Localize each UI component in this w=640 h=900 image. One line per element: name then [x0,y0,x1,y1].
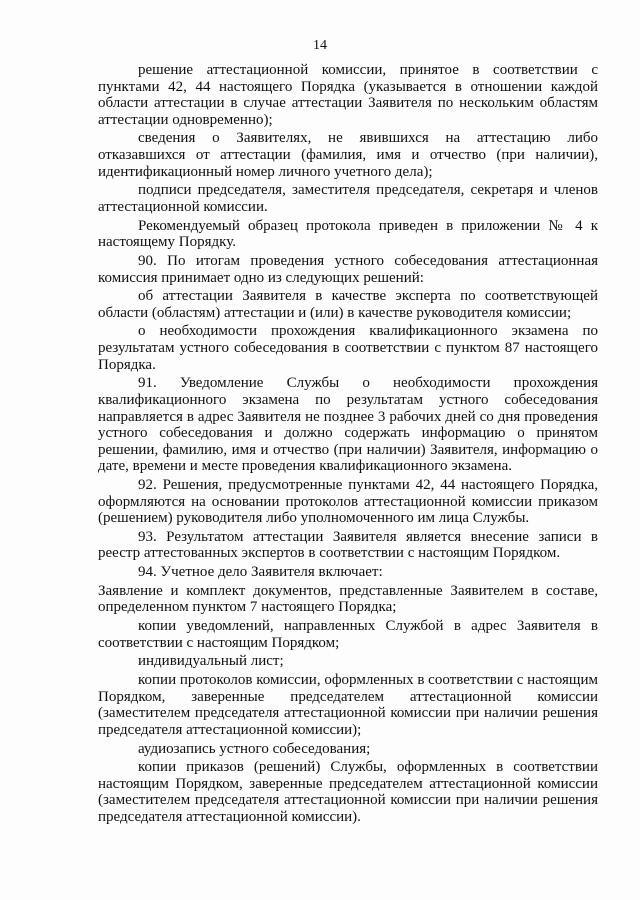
paragraph: аудиозапись устного собеседования; [138,740,371,757]
paragraph: сведения о Заявителях, не явившихся на аттестацию либо отказавшихся от аттестации (фамилия, имя и отчество (при наличии), идентификационный номер личного учетного дела); [98,130,598,180]
document-body [98,62,598,828]
paragraph: 92. Решения, предусмотренные пунктами 42, 44 настоящего Порядка, оформляются на основании протоколов аттестационной комиссии приказом (решением) руководителя либо уполномоченного им лица Службы. [98,477,598,527]
paragraph: копии протоколов комиссии, оформленных в соответствии с настоящим Порядком, заверенные председателем аттестационной комиссии (заместителем председателя аттестационной комиссии при наличии решения председателя аттестационной комиссии); [98,672,598,738]
paragraph: копии уведомлений, направленных Службой в адрес Заявителя в соответствии с настоящим Порядком; [98,618,598,651]
paragraph: 91. Уведомление Службы о необходимости прохождения квалификационного экзамена по результатам устного собеседования направляется в адрес Заявителя не позднее 3 рабочих дней со дня проведения устного собеседования и должно содержать информацию о принятом решении, фамилию, имя и отчество (при наличии) Заявителя, информацию о дате, времени и месте проведения квалификационного экзамена. [98,375,598,475]
paragraph: подписи председателя, заместителя председателя, секретаря и членов аттестационной комиссии. [98,182,598,215]
paragraph: об аттестации Заявителя в качестве эксперта по соответствующей области (областям) аттестации и (или) в качестве руководителя комиссии; [98,288,598,321]
paragraph: 90. По итогам проведения устного собеседования аттестационная комиссия принимает одно из следующих решений: [98,252,598,286]
paragraph: 93. Результатом аттестации Заявителя является внесение записи в реестр аттестованных экспертов в соответствии с настоящим Порядком. [98,528,598,562]
paragraph: Заявление и комплект документов, представленные Заявителем в составе, определенном пунктом 7 настоящего Порядка; [98,582,598,616]
page-number: 14 [313,38,327,53]
paragraph: Рекомендуемый образец протокола приведен в приложении № 4 к настоящему Порядку. [98,217,598,251]
paragraph: 94. Учетное дело Заявителя включает: [138,564,383,581]
paragraph: решение аттестационной комиссии, принятое в соответствии с пунктами 42, 44 настоящего Порядка (указывается в отношении каждой области аттестации в случае аттестации Заявителя по нескольким областям аттестации одновременно); [98,62,598,128]
paragraph: о необходимости прохождения квалификационного экзамена по результатам устного собеседования в соответствии с пунктом 87 настоящего Порядка. [98,323,598,373]
paragraph: копии приказов (решений) Службы, оформленных в соответствии настоящим Порядком, заверенные председателем аттестационной комиссии (заместителем председателя аттестационной комиссии при наличии решения председателя аттестационной комиссии). [98,759,598,826]
paragraph: индивидуальный лист; [138,653,284,670]
